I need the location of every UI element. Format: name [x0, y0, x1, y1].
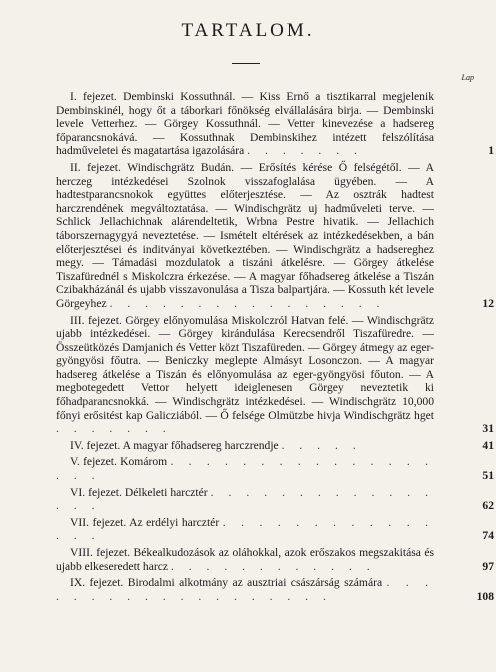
toc-entry-page: 62 — [482, 499, 494, 513]
toc-entry-page: 12 — [482, 296, 494, 310]
table-of-contents — [56, 90, 494, 606]
toc-entry-1: I. fejezet. Dembinski Kossuthnál. — Kiss Ernő a tisztikarral megjelenik Dembinskinél, hogy őt a táborkari főnökség elvállalására birja. — Dembinski levele Vetterhez. — Görgey Kossuthnál. — Vetter kinevezése a hadsereg főparancsnokává. — Kossuthnak Dembinskihez intézett felszólítása hadműveletei és magatartása igazolására . . . . . . . 1 — [56, 90, 494, 158]
toc-entry-page: 41 — [482, 438, 494, 452]
toc-entry-5: V. fejezet. Komárom . . . . . . . . . . . . . . . . . . 51 — [56, 455, 494, 483]
toc-entry-8: VIII. fejezet. Békealkudozások az oláhokkal, azok erőszakos megszakitása és ujabb elkeseredett harcz . . . . . . . . . . . . 97 — [56, 546, 494, 573]
toc-entry-6: VI. fejezet. Délkeleti harcztér . . . . . . . . . . . . . . . . 62 — [56, 485, 494, 513]
toc-entry-4: IV. fejezet. A magyar főhadsereg harczrendje . . . . . 41 — [70, 438, 494, 452]
toc-entry-page: 31 — [482, 422, 494, 436]
toc-entry-text: V. fejezet. Komárom — [70, 455, 168, 469]
toc-entry-text: VIII. fejezet. Békealkudozások az oláhokkal, azok erőszakos megszakitása és ujabb elkeseredett harcz — [56, 546, 434, 573]
page-title: TARTALOM. — [181, 20, 315, 41]
toc-entry-text: VI. fejezet. Délkeleti harcztér — [70, 485, 208, 499]
page-column-label: Lap — [461, 73, 474, 82]
toc-entry-page: 97 — [482, 559, 494, 573]
toc-entry-text: IX. fejezet. Birodalmi alkotmány az ausztriai császárság számára — [70, 576, 383, 590]
toc-entry-9: IX. fejezet. Birodalmi alkotmány az ausztriai császárság számára . . . . . . . . . . . . . . . . . . . 108 — [56, 576, 494, 603]
toc-entry-page: 74 — [482, 529, 494, 543]
toc-entry-text: III. fejezet. Görgey előnyomulása Miskolczról Hatvan felé. — Windischgrätz ujabb intézkedései. — Görgey kirándulása Kerecsendről Tiszafüredre. — Összeütközés Damjanich és Vetter közt Tiszafüreden. — Görgey átmegy az eger-gyöngyösi főutra. — Beniczky meglepte Almásyt Losonczon. — A magyar hadsereg átkelése a Tiszán és előnyomulása az eger-gyöngyösi főuton. — A megbotegedett Vettor helyett ideiglenesen Görgey neveztetik ki főhadparancsnokká. — Windischgrätz intézkedései. — Windischgrätz 10,000 főnyi erősitést kap Galicziából. — Ő felsége Olmützbe hivja Windischgrätz hget — [56, 313, 434, 422]
toc-entry-text: VII. fejezet. Az erdélyi harcztér — [70, 515, 220, 529]
toc-entry-text: IV. fejezet. A magyar főhadsereg harczrendje — [70, 438, 279, 452]
toc-entry-7: VII. fejezet. Az erdélyi harcztér . . . . . . . . . . . . . . . 74 — [56, 515, 494, 543]
toc-entry-2: II. fejezet. Windischgrätz Budán. — Erősítés kérése Ő felségétől. — A herczeg intézkedései Szolnok visszafoglalása ügyében. — A hadtestparancsnokok együttes előterjesztése. — Az osztrák hadtest harczrendének megváltoztatása. — Windischgrätz uj hadműveleti terve. — Schlick Jellachichnak alárendeltetik, Wrbna Pestre hivatik. — Jellachich táborszernagygyá neveztetése. — Ismételt eltérések az intézkedésekben, a bán előterjesztései és inditványai következtében. — Windischgrätz a hadsereghez megy. — Támadási mozdulatok a tiszáni átkelésre. — Görgey átkelése Tiszafürednél s Miskolczra érkezése. — A magyar főhadsereg átkelése a Tiszán Czibakházánál és ujabb visszavonulása a Tisza balpartjára. — Kossuth két levele Görgeyhez . . . . . . . . . . . . . . . . 12 — [56, 160, 494, 310]
toc-entry-text: II. fejezet. Windischgrätz Budán. — Erősítés kérése Ő felségétől. — A herczeg intézkedései Szolnok visszafoglalása ügyében. — A hadtestparancsnokok együttes előterjesztése. — Az osztrák hadtest harczrendének megváltoztatása. — Windischgrätz uj hadműveleti terve. — Schlick Jellachichnak alárendeltetik, Wrbna Pestre hivatik. — Jellachich táborszernagygyá neveztetése. — Ismételt eltérések az intézkedésekben, a bán előterjesztései és inditványai következtében. — Windischgrätz a hadsereghez megy. — Támadási mozdulatok a tiszáni átkelésre. — Görgey átkelése Tiszafürednél s Miskolczra érkezése. — A magyar főhadsereg átkelése a Tiszán Czibakházánál és ujabb visszavonulása a Tisza balpartjára. — Kossuth két levele Görgeyhez — [56, 160, 434, 310]
toc-entry-page: 51 — [482, 469, 494, 483]
title-rule — [232, 63, 260, 64]
toc-entry-page: 1 — [488, 144, 494, 158]
toc-entry-3: III. fejezet. Görgey előnyomulása Miskolczról Hatvan felé. — Windischgrätz ujabb intézkedései. — Görgey kirándulása Kerecsendről Tiszafüredre. — Összeütközés Damjanich és Vetter közt Tiszafüreden. — Görgey átmegy az eger-gyöngyösi főutra. — Beniczky meglepte Almásyt Losonczon. — A magyar hadsereg átkelése a Tiszán és előnyomulása az eger-gyöngyösi főuton. — A megbotegedett Vettor helyett ideiglenesen Görgey neveztetik ki főhadparancsnokká. — Windischgrätz intézkedései. — Windischgrätz 10,000 főnyi erősitést kap Galicziából. — Ő felsége Olmützbe hivja Windischgrätz hget . . . . . . . 31 — [56, 313, 494, 436]
toc-entry-page: 108 — [476, 589, 494, 603]
toc-entry-text: I. fejezet. Dembinski Kossuthnál. — Kiss Ernő a tisztikarral megjelenik Dembinskinél, hogy őt a táborkari főnökség elvállalására birja. — Dembinski levele Vetterhez. — Görgey Kossuthnál. — Vetter kinevezése a hadsereg főparancsnokává. — Kossuthnak Dembinskihez intézett felszólítása hadműveletei és magatartása igazolására — [56, 90, 434, 158]
